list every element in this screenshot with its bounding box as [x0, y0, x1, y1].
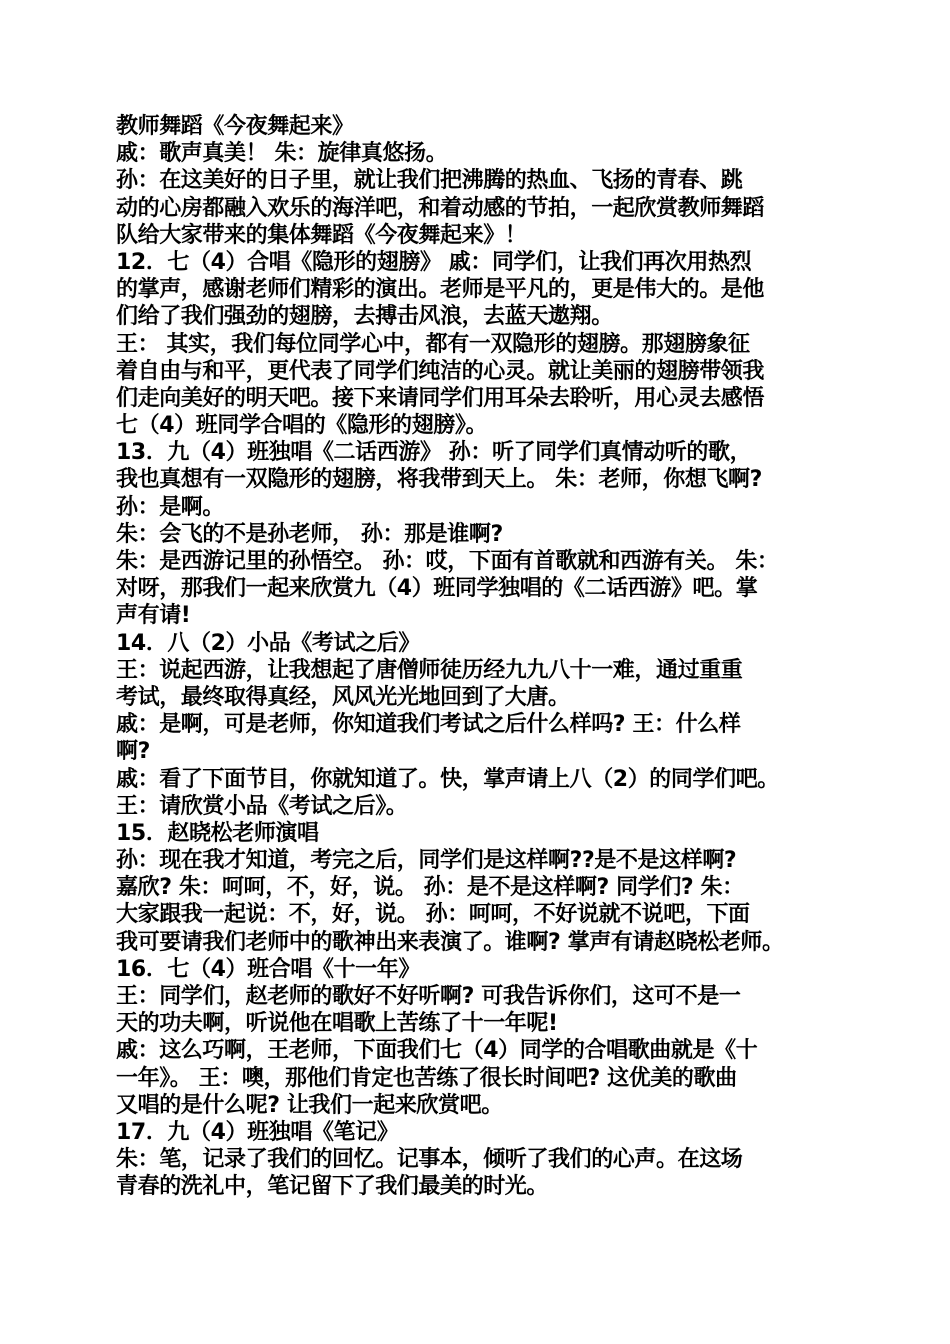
text-line: 考试，最终取得真经，风风光光地回到了大唐。	[116, 684, 570, 710]
document-page	[116, 113, 846, 1201]
text-line: 戚：歌声真美！ 朱：旋律真悠扬。	[116, 141, 448, 167]
text-line: 14．八（2）小品《考试之后》	[116, 630, 420, 656]
text-line: 队给大家带来的集体舞蹈《今夜舞起来》！	[116, 222, 527, 248]
text-line: 们走向美好的明天吧。接下来请同学们用耳朵去聆听，用心灵去感悟	[116, 385, 765, 411]
text-line: 15．赵晓松老师演唱	[116, 820, 319, 846]
text-line: 大家跟我一起说：不，好，说。 孙：呵呵，不好说就不说吧，下面	[116, 902, 750, 928]
text-line: 青春的洗礼中，笔记留下了我们最美的时光。	[116, 1174, 549, 1200]
text-line: 12．七（4）合唱《隐形的翅膀》 戚：同学们，让我们再次用热烈	[116, 249, 752, 275]
text-line: 13．九（4）班独唱《二话西游》 孙：听了同学们真情动听的歌，	[116, 440, 752, 466]
text-line: 17．九（4）班独唱《笔记》	[116, 1119, 399, 1145]
text-line: 戚：是啊，可是老师，你知道我们考试之后什么样吗? 王：什么样	[116, 712, 741, 738]
text-line: 的掌声，感谢老师们精彩的演出。老师是平凡的，更是伟大的。是他	[116, 277, 765, 303]
text-line: 天的功夫啊，听说他在唱歌上苦练了十一年呢!	[116, 1011, 558, 1037]
text-line: 王：请欣赏小品《考试之后》。	[116, 793, 408, 819]
text-line: 们给了我们强劲的翅膀，去搏击风浪，去蓝天遨翔。	[116, 304, 613, 330]
text-line: 一年》。 王：噢，那他们肯定也苦练了很长时间吧? 这优美的歌曲	[116, 1065, 737, 1091]
text-line: 对呀，那我们一起来欣赏九（4）班同学独唱的《二话西游》吧。掌	[116, 576, 758, 602]
text-line: 教师舞蹈《今夜舞起来》	[116, 114, 354, 139]
text-line: 王：说起西游，让我想起了唐僧师徒历经九九八十一难，通过重重	[116, 657, 743, 683]
text-line: 戚：这么巧啊，王老师，下面我们七（4）同学的合唱歌曲就是《十	[116, 1038, 758, 1064]
text-line: 孙：在这美好的日子里，就让我们把沸腾的热血、飞扬的青春、跳	[116, 168, 743, 194]
text-line: 16．七（4）班合唱《十一年》	[116, 956, 420, 982]
text-line: 嘉欣? 朱：呵呵，不，好，说。 孙：是不是这样啊? 同学们? 朱：	[116, 875, 744, 901]
text-line: 王： 其实，我们每位同学心中，都有一双隐形的翅膀。那翅膀象征	[116, 331, 750, 357]
text-line: 孙：是啊。	[116, 494, 225, 520]
text-line: 动的心房都融入欢乐的海洋吧，和着动感的节拍，一起欣赏教师舞蹈	[116, 195, 765, 221]
text-line: 戚：看了下面节目，你就知道了。快，掌声请上八（2）的同学们吧。	[116, 766, 779, 792]
text-line: 七（4）班同学合唱的《隐形的翅膀》。	[116, 413, 488, 439]
text-line: 我也真想有一双隐形的翅膀，将我带到天上。 朱：老师，你想飞啊?	[116, 467, 763, 493]
text-line: 朱：会飞的不是孙老师， 孙：那是谁啊?	[116, 521, 503, 547]
text-line: 孙：现在我才知道，考完之后，同学们是这样啊??是不是这样啊?	[116, 848, 737, 874]
text-line: 又唱的是什么呢? 让我们一起来欣赏吧。	[116, 1092, 503, 1118]
text-line: 我可要请我们老师中的歌神出来表演了。谁啊? 掌声有请赵晓松老师。	[116, 929, 784, 955]
text-line: 声有请!	[116, 603, 191, 629]
text-line: 着自由与和平，更代表了同学们纯洁的心灵。就让美丽的翅膀带领我	[116, 358, 765, 384]
text-line: 啊?	[116, 739, 150, 765]
text-line: 王：同学们，赵老师的歌好不好听啊? 可我告诉你们，这可不是一	[116, 984, 741, 1009]
text-line: 朱：笔，记录了我们的回忆。记事本，倾听了我们的心声。在这场	[116, 1147, 743, 1173]
text-line: 朱：是西游记里的孙悟空。 孙：哎，下面有首歌就和西游有关。 朱：	[116, 549, 779, 574]
